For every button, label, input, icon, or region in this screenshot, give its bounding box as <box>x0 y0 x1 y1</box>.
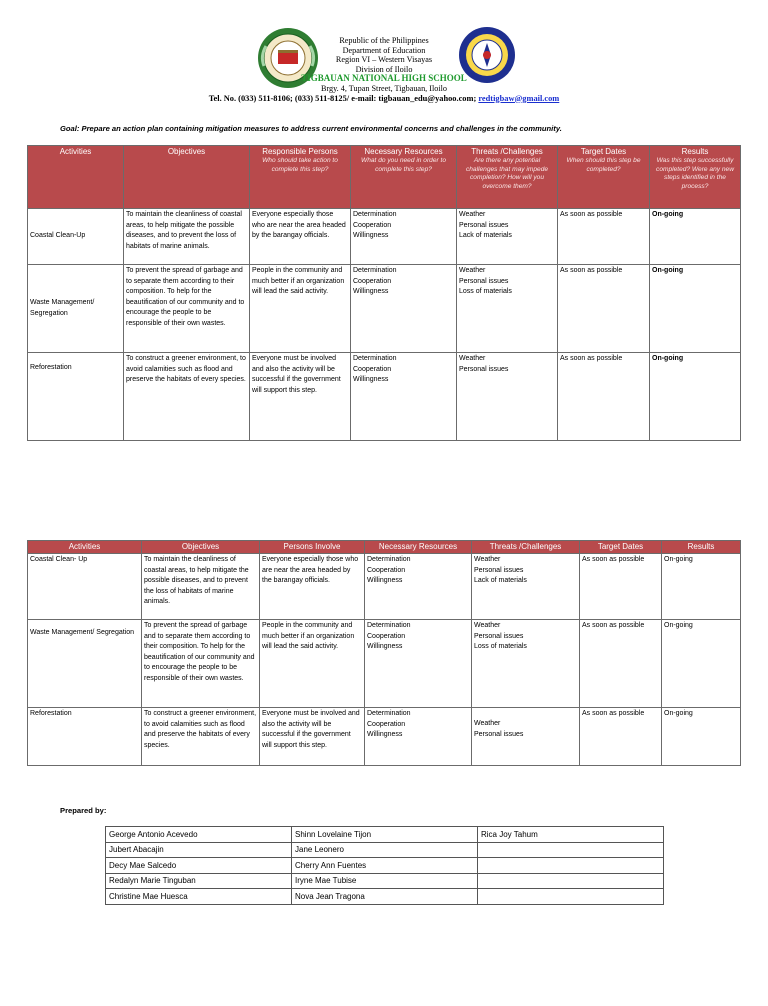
result-cell: On-going <box>650 353 741 441</box>
name-cell: George Antonio Acevedo <box>106 827 292 843</box>
threats-cell: Weather Personal issues Lack of materials <box>457 209 558 265</box>
table-row <box>106 889 664 905</box>
activity-cell: Coastal Clean-Up <box>28 209 124 265</box>
result-cell: On-going <box>650 265 741 353</box>
result-cell: On-going <box>650 209 741 265</box>
column-header: Activities <box>28 146 124 209</box>
result-cell: On-going <box>662 708 741 766</box>
objective-cell: To prevent the spread of garbage and to separate them according to their composition. To help for the beautification of our community and to encourage the people to be responsible of their own wastes. <box>142 620 260 708</box>
table-row <box>28 620 741 708</box>
name-cell <box>478 842 664 858</box>
name-cell: Jane Leonero <box>292 842 478 858</box>
result-cell: On-going <box>662 554 741 620</box>
letterhead-line: Department of Education <box>342 45 426 55</box>
activity-cell: Reforestation <box>28 708 142 766</box>
name-cell: Redalyn Marie Tinguban <box>106 873 292 889</box>
name-cell: Shinn Lovelaine Tijon <box>292 827 478 843</box>
objective-cell: To maintain the cleanliness of coastal areas, to help mitigate the possible diseases, and to prevent the loss of habitats of marine animals. <box>142 554 260 620</box>
resources-cell: Determination Cooperation Willingness <box>351 209 457 265</box>
result-cell: On-going <box>662 620 741 708</box>
target-cell: As soon as possible <box>580 620 662 708</box>
persons-cell: Everyone especially those who are near the area headed by the barangay officials. <box>260 554 365 620</box>
name-cell <box>478 858 664 874</box>
table-row <box>28 265 741 353</box>
objective-cell: To prevent the spread of garbage and to separate them according to their composition. To help for the beautification of our community and to encourage the people to be responsible of their own wastes. <box>124 265 250 353</box>
action-plan-table <box>27 145 741 441</box>
resources-cell: Determination Cooperation Willingness <box>351 265 457 353</box>
contact-line <box>0 94 768 104</box>
table-row <box>106 858 664 874</box>
column-header: Target Dates When should this step be completed? <box>558 146 650 209</box>
threats-cell: Weather Personal issues Loss of materials <box>457 265 558 353</box>
table-row <box>28 209 741 265</box>
name-cell <box>478 873 664 889</box>
name-cell: Iryne Mae Tubise <box>292 873 478 889</box>
column-header: Necessary Resources What do you need in order to complete this step? <box>351 146 457 209</box>
name-cell: Rica Joy Tahum <box>478 827 664 843</box>
persons-cell: Everyone especially those who are near the area headed by the barangay officials. <box>250 209 351 265</box>
resources-cell: Determination Cooperation Willingness <box>365 708 472 766</box>
letterhead-line: Republic of the Philippines <box>339 36 429 45</box>
column-header: Persons Involve <box>260 541 365 554</box>
persons-cell: Everyone must be involved and also the activity will be successful if the government will support this step. <box>260 708 365 766</box>
target-cell: As soon as possible <box>558 353 650 441</box>
name-cell: Christine Mae Huesca <box>106 889 292 905</box>
school-address: Brgy. 4, Tupan Street, Tigbauan, Iloilo <box>320 83 447 93</box>
table-row <box>28 353 741 441</box>
threats-cell: Weather Personal issues Lack of materials <box>472 554 580 620</box>
letterhead <box>0 26 768 106</box>
school-name: TIGBAUAN NATIONAL HIGH SCHOOL <box>301 73 467 84</box>
target-cell: As soon as possible <box>580 708 662 766</box>
resources-cell: Determination Cooperation Willingness <box>351 353 457 441</box>
table-row <box>106 873 664 889</box>
column-header: Necessary Resources <box>365 541 472 554</box>
target-cell: As soon as possible <box>558 265 650 353</box>
column-header: Responsible Persons Who should take action to complete this step? <box>250 146 351 209</box>
threats-cell: Weather Personal issues Loss of materials <box>472 620 580 708</box>
activity-cell: Reforestation <box>28 353 124 441</box>
contact-text: Tel. No. (033) 511-8106; (033) 511-8125/ e-mail: tigbauan_edu@yahoo.com; <box>208 93 477 103</box>
column-header: Target Dates <box>580 541 662 554</box>
persons-cell: People in the community and much better if an organization will lead the said activity. <box>260 620 365 708</box>
activity-cell: Coastal Clean- Up <box>28 554 142 620</box>
column-header: Threats /Challenges <box>472 541 580 554</box>
resources-cell: Determination Cooperation Willingness <box>365 554 472 620</box>
name-cell <box>478 889 664 905</box>
prepared-by-table <box>105 826 664 905</box>
objective-cell: To construct a greener environment, to avoid calamities such as flood and preserve the habitats of every species. <box>142 708 260 766</box>
goal-statement: Goal: Prepare an action plan containing mitigation measures to address current environmental concerns and challenges in the community. <box>60 124 562 133</box>
table-row <box>106 827 664 843</box>
activity-cell: Waste Management/ Segregation <box>28 620 142 708</box>
threats-cell: Weather Personal issues <box>472 708 580 766</box>
column-header: Results <box>662 541 741 554</box>
objective-cell: To construct a greener environment, to avoid calamities such as flood and preserve the habitats of every species. <box>124 353 250 441</box>
letterhead-line: Division of Iloilo <box>355 64 413 74</box>
table-row <box>28 554 741 620</box>
resources-cell: Determination Cooperation Willingness <box>365 620 472 708</box>
table-row <box>28 708 741 766</box>
column-header: Activities <box>28 541 142 554</box>
letterhead-line: Region VI – Western Visayas <box>335 55 433 65</box>
prepared-by-label: Prepared by: <box>60 806 107 815</box>
column-header: Objectives <box>124 146 250 209</box>
email-link[interactable]: redtigbaw@gmail.com <box>478 93 560 103</box>
name-cell: Jubert Abacajin <box>106 842 292 858</box>
persons-cell: Everyone must be involved and also the activity will be successful if the government will support this step. <box>250 353 351 441</box>
target-cell: As soon as possible <box>558 209 650 265</box>
persons-cell: People in the community and much better if an organization will lead the said activity. <box>250 265 351 353</box>
threats-cell: Weather Personal issues <box>457 353 558 441</box>
name-cell: Nova Jean Tragona <box>292 889 478 905</box>
name-cell: Decy Mae Salcedo <box>106 858 292 874</box>
name-cell: Cherry Ann Fuentes <box>292 858 478 874</box>
target-cell: As soon as possible <box>580 554 662 620</box>
table-row <box>106 842 664 858</box>
column-header: Objectives <box>142 541 260 554</box>
column-header: Threats /Challenges Are there any potential challenges that may impede completion? How will you overcome them? <box>457 146 558 209</box>
action-plan-table-summary <box>27 540 741 766</box>
objective-cell: To maintain the cleanliness of coastal areas, to help mitigate the possible diseases, and to prevent the loss of habitats of marine animals. <box>124 209 250 265</box>
activity-cell: Waste Management/ Segregation <box>28 265 124 353</box>
column-header: Results Was this step successfully completed? Were any new steps identified in the process? <box>650 146 741 209</box>
letterhead-text <box>0 36 768 103</box>
